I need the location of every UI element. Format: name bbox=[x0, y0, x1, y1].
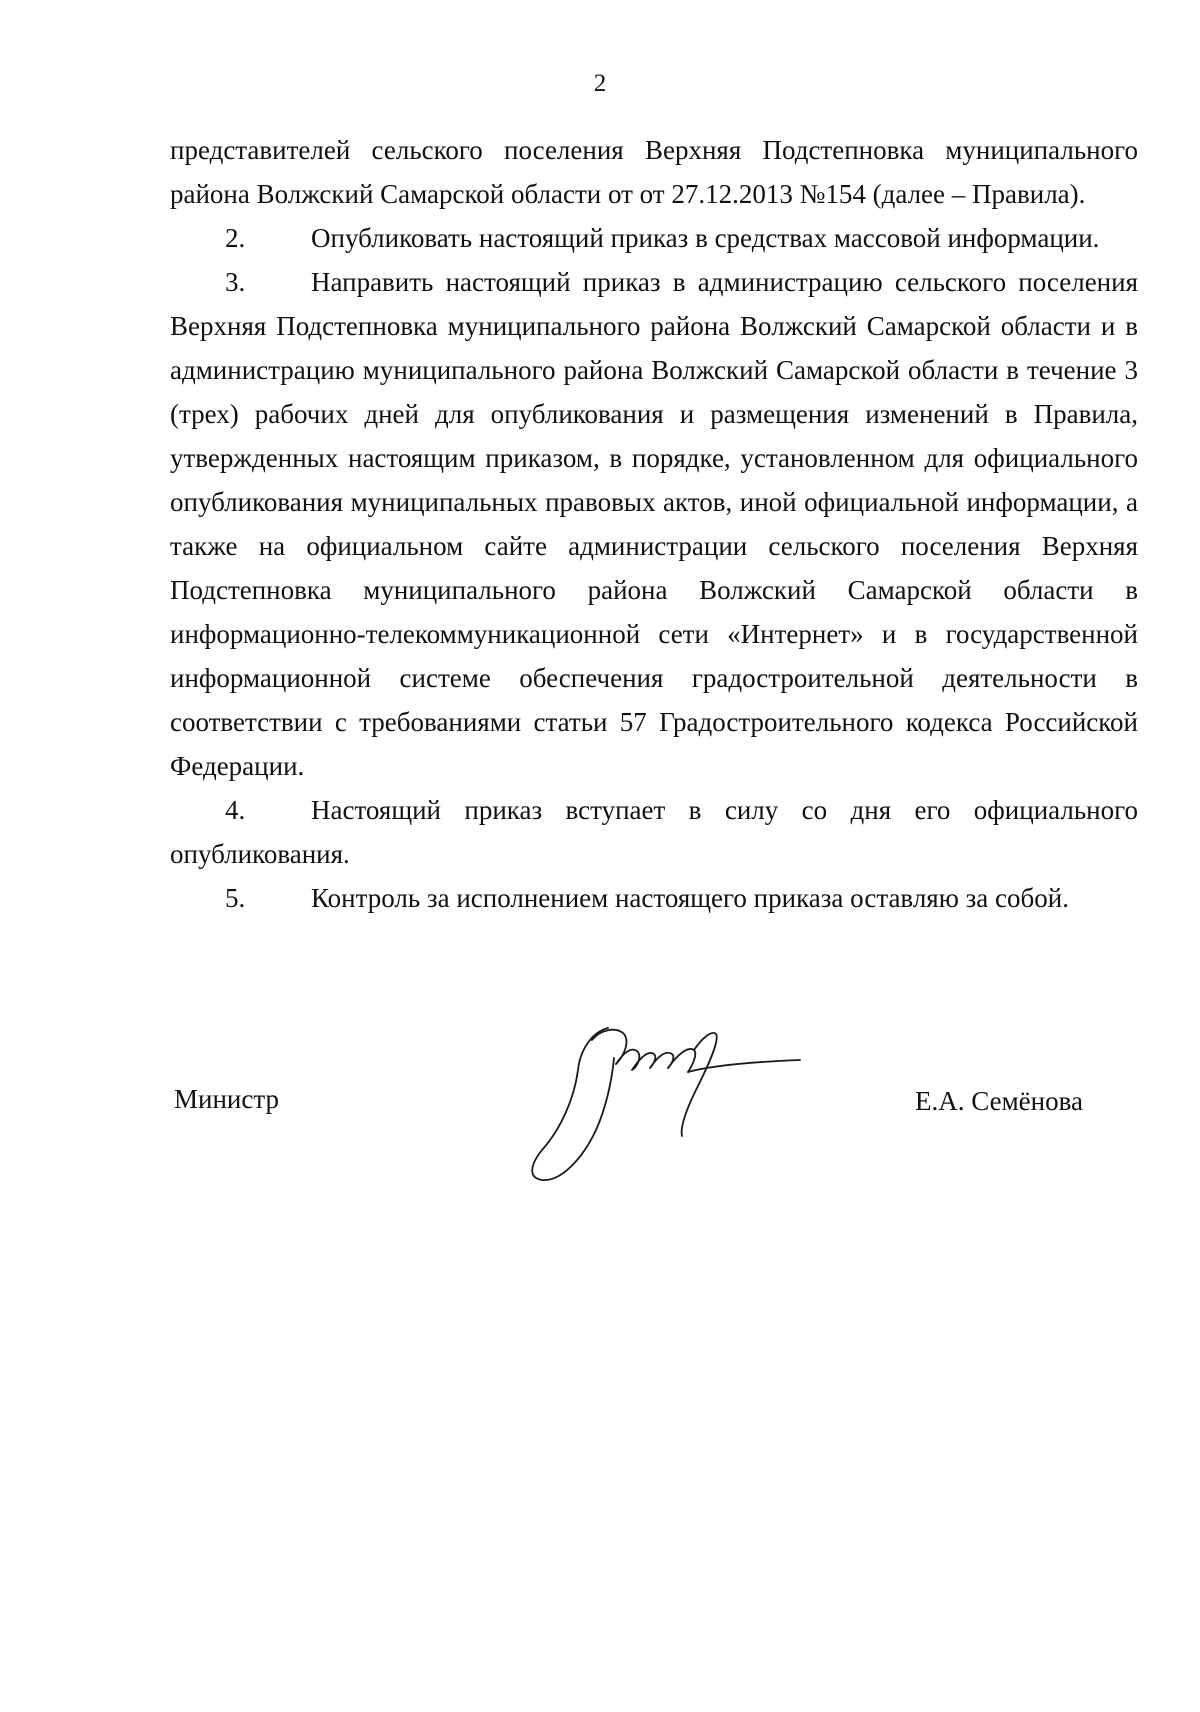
paragraph-text: Опубликовать настоящий приказ в средствах массовой информации. bbox=[311, 223, 1100, 253]
paragraph-text: Контроль за исполнением настоящего приказа оставляю за собой. bbox=[311, 883, 1069, 913]
signatory-title: Министр bbox=[174, 1084, 279, 1114]
handwritten-signature bbox=[520, 1010, 820, 1190]
paragraph-number: 4. bbox=[225, 795, 246, 825]
paragraph-item-5 bbox=[170, 876, 1138, 920]
page-number: 2 bbox=[593, 70, 607, 97]
paragraph-text: Направить настоящий приказ в администрацию сельского поселения Верхняя Подстепновка муниципального района Волжский Самарской области и в администрацию муниципального района Волжский Самарской области в течение 3 (трех) рабочих дней для опубликования и размещения изменений в Правила, утвержденных настоящим приказом, в порядке, установленном для официального опубликования муниципальных правовых актов, иной официальной информации, а также на официальном сайте администрации сельского поселения Верхняя Подстепновка муниципального района Волжский Самарской области в информационно-телекоммуникационной сети «Интернет» и в государственной информационной системе обеспечения градостроительной деятельности в соответствии с требованиями статьи 57 Градостроительного кодекса Российской Федерации. bbox=[170, 267, 1138, 781]
paragraph-item-2 bbox=[170, 216, 1138, 260]
signature-block bbox=[0, 1010, 1200, 1210]
paragraph-number: 2. bbox=[225, 223, 246, 253]
paragraph-item-4 bbox=[170, 788, 1138, 876]
paragraph-continuation bbox=[170, 128, 1138, 216]
paragraph-item-3 bbox=[170, 260, 1138, 788]
paragraph-number: 5. bbox=[225, 883, 246, 913]
document-body bbox=[170, 128, 1138, 920]
paragraph-text: Настоящий приказ вступает в силу со дня его официального опубликования. bbox=[170, 795, 1138, 869]
paragraph-text: представителей сельского поселения Верхняя Подстепновка муниципального района Волжский Самарской области от от 27.12.2013 №154 (далее – Правила). bbox=[170, 135, 1138, 209]
signatory-name: Е.А. Семёнова bbox=[915, 1086, 1083, 1116]
paragraph-number: 3. bbox=[225, 267, 246, 297]
